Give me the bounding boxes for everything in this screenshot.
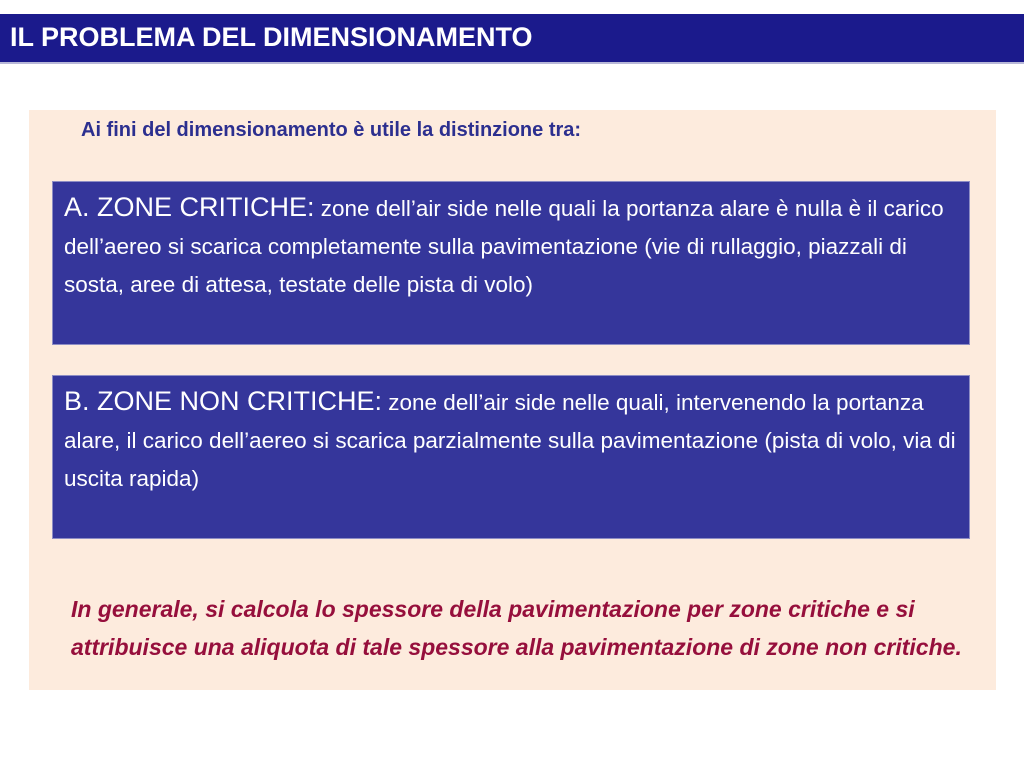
zone-b-heading: B. ZONE NON CRITICHE: xyxy=(64,386,383,416)
zone-a-paragraph xyxy=(64,188,957,304)
title-bar xyxy=(0,14,1024,64)
zone-b-text: zone dell’air side nelle quali, intervenendo la portanza alare, il carico dell’aereo si scarica parzialmente sulla pavimentazione (pista di volo, via di uscita rapida) xyxy=(64,390,956,491)
intro-text: Ai fini del dimensionamento è utile la distinzione tra: xyxy=(81,119,582,141)
zone-b-box xyxy=(52,375,970,539)
zone-a-text: zone dell’air side nelle quali la portanza alare è nulla è il carico dell’aereo si scarica completamente sulla pavimentazione (vie di rullaggio, piazzali di sosta, aree di attesa, testate delle pista di volo) xyxy=(64,196,944,297)
conclusion-text: In generale, si calcola lo spessore della pavimentazione per zone critiche e si attribuisce una aliquota di tale spessore alla pavimentazione di zone non critiche. xyxy=(71,596,962,660)
slide-title: IL PROBLEMA DEL DIMENSIONAMENTO xyxy=(10,22,533,52)
zone-a-box xyxy=(52,181,970,345)
zone-b-paragraph xyxy=(64,382,957,498)
zone-a-heading: A. ZONE CRITICHE: xyxy=(64,192,315,222)
